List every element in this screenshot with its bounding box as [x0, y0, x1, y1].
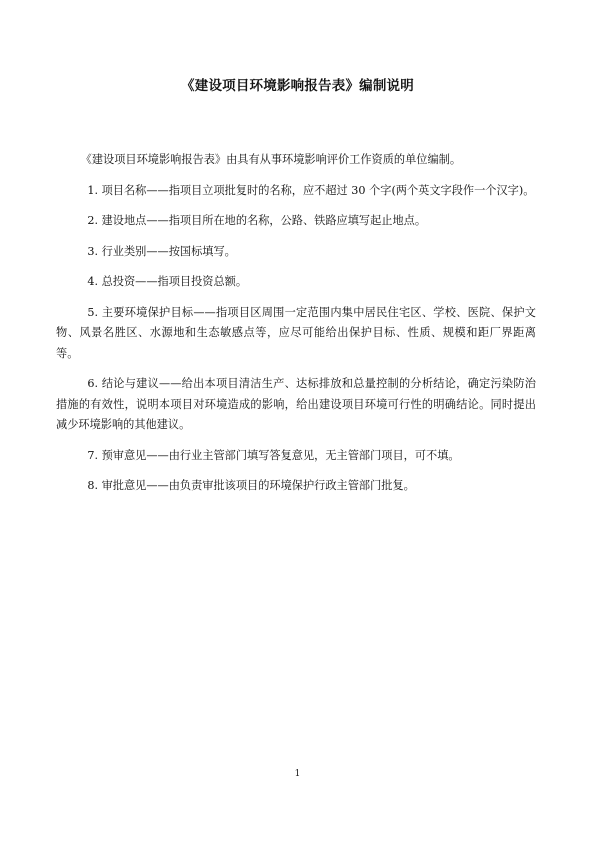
item-approval-opinion: 8. 审批意见——由负责审批该项目的环境保护行政主管部门批复。 [87, 479, 415, 492]
page-number: 1 [294, 769, 301, 779]
item-conclusion-suggestions: 6. 结论与建议——给出本项目清洁生产、达标排放和总量控制的分析结论，确定污染防治措施的有效性，说明本项目对环境造成的影响，给出建设项目环境可行性的明确结论。同时提出减少环境影响的其他建议。 [56, 377, 536, 431]
item-total-investment: 4. 总投资——指项目投资总额。 [87, 275, 248, 288]
item-protection-targets: 5. 主要环境保护目标——指项目区周围一定范围内集中居民住宅区、学校、医院、保护文物、风景名胜区、水源地和生态敏感点等，应尽可能给出保护目标、性质、规模和距厂界距离等。 [56, 305, 536, 360]
item-construction-site: 2. 建设地点——指项目所在地的名称，公路、铁路应填写起止地点。 [87, 214, 427, 227]
page-title: 《建设项目环境影响报告表》编制说明 [181, 78, 414, 94]
item-project-name: 1. 项目名称——指项目立项批复时的名称，应不超过 30 个字(两个英文字段作一个汉字)。 [87, 183, 535, 197]
item-industry-category: 3. 行业类别——按国标填写。 [87, 244, 236, 258]
item-pre-review-opinion: 7. 预审意见——由行业主管部门填写答复意见，无主管部门项目，可不填。 [87, 448, 460, 462]
intro-paragraph: 《建设项目环境影响报告表》由具有从事环境影响评价工作资质的单位编制。 [80, 153, 462, 166]
document-body [56, 150, 536, 507]
